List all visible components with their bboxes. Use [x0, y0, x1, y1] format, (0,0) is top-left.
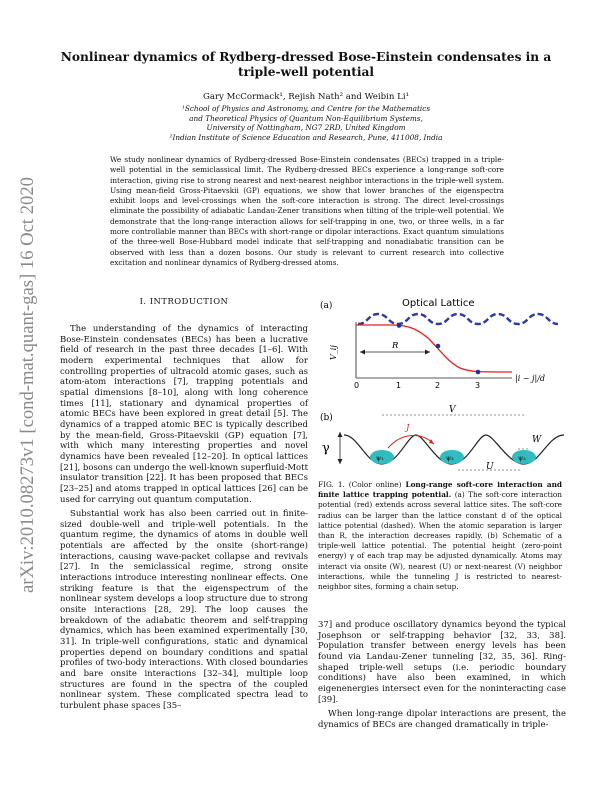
paragraph: The understanding of the dynamics of interacting Bose-Einstein condensates (BECs) has been a lucrative field of research in the past three decades [1–6]. With modern experimental techniques that allow for controlling properties of ultracold atomic gases, such as atom-atom interactions [7], trapping potentials and spatial dimensions [8–10], along with long coherence times [11], stationary and dynamical properties of atomic BECs have been explored in great detail [5]. The dynamics of a trapped atomic BEC is typically described by the mean-field, Gross-Pitaevskii (GP) equation [7], with which many interesting properties and novel dynamics have been revealed [12–20]. In optical lattices [21], bosons can undergo the well-known superfluid-Mott insulator transition [22]. It has been proposed that BECs [23–25] and atoms trapped in optical lattices [26] can be used for carrying out quantum computation. [60, 324, 308, 505]
x-tick-label: 2 [435, 381, 441, 390]
arxiv-id-text: arXiv:2010.08273v1 [cond-mat.quant-gas] 16 Oct 2020 [18, 179, 38, 593]
section-heading-introduction: I. INTRODUCTION [139, 296, 229, 306]
left-column-text [60, 324, 308, 712]
paragraph: 37] and produce oscillatory dynamics beyond the typical Josephson or self-trapping behavior [32, 33, 38]. Population transfer between energy levels has been found via Landau-Zener tunneling [32, 35, 36]. Ring-shaped triple-well setups (i.e. periodic boundary conditions) have also been examined, in which eigenenergies intersect even for the noninteracting case [39]. [318, 620, 566, 705]
optical-lattice-label: Optical Lattice [402, 298, 475, 309]
paper-title: Nonlinear dynamics of Rydberg-dressed Bose-Einstein condensates in a triple-well potential [60, 50, 552, 79]
well-label: ψ₁ [376, 454, 384, 462]
W-label: W [532, 435, 542, 445]
caption-title: Long-range soft-core interaction and finite lattice trapping potential. [318, 480, 562, 500]
arxiv-identifier-stamp[interactable] [6, 175, 46, 593]
panel-a-label: (a) [320, 301, 333, 311]
abstract: We study nonlinear dynamics of Rydberg-dressed Bose-Einstein condensates (BECs) trapped in a triple-well potential in the semiclassical limit. The Rydberg-dressed BECs experience a long-range soft-core interaction, giving rise to strong nearest and next-nearest neighbor interactions in the triple-well system. Using mean-field Gross-Pitaevskii (GP) equations, we show that lower branches of the eigenspectra exhibit loops and level-crossings when the soft-core interaction is strong. The direct level-crossings eliminate the possibility of adiabatic Landau-Zener transitions when tilting of the triple-well potential. We demonstrate that the long-range interaction allows for self-trapping in one, two, or three wells, in a far more controllable manner than BECs with short-range or dipolar interactions. Exact quantum simulations of the three-well Bose-Hubbard model indicate that self-trapping and nonadiabatic transition can be observed with less than a dozen bosons. Our study is relevant to current research into collective excitation and nonlinear dynamics of Rydberg-dressed atoms. [110, 155, 504, 267]
data-marker [476, 370, 481, 375]
affiliation-line: and Theoretical Physics of Quantum Non-Equilibrium Systems, [189, 113, 423, 123]
affiliation-line: University of Nottingham, NG7 2RD, United Kingdom [206, 123, 406, 133]
V-label: V [449, 405, 456, 415]
affiliation-line: ²Indian Institute of Science Education and Research, Pune, 411008, India [169, 132, 443, 142]
author-list: Gary McCormack¹, Rejish Nath² and Weibin Li¹ [202, 92, 410, 102]
J-label: J [406, 423, 410, 433]
figure-1 [318, 292, 568, 474]
affiliations [60, 104, 552, 142]
caption-label: FIG. 1. (Color online) [318, 480, 402, 489]
U-label: U [486, 462, 494, 472]
data-marker [436, 344, 441, 349]
x-tick-label: 1 [396, 381, 402, 390]
panel-b-label: (b) [320, 413, 333, 423]
paragraph: Substantial work has also been carried out in finite-sized double-well and triple-well potentials. In the quantum regime, the dynamics of atoms in double well potentials are affected by the onsite (short-range) interactions, causing wave-packet collapse and revivals [27]. In the semiclassical regime, strong onsite interactions introduce interesting nonlinear effects. One striking feature is that the eigenspectrum of the nonlinear system develops a loop structure due to strong onsite interactions [28, 29]. The loop causes the breakdown of the adiabatic theorem and self-trapping dynamics, which has been examined experimentally [30, 31]. In triple-well configurations, static and dynamical properties depend on boundary conditions and spatial profiles of two-body interactions. With closed boundaries and bare onsite interactions [32–34], multiple loop structures are found in the spectra of the coupled nonlinear system. These complicated spectra lead to turbulent phase spaces [35– [60, 509, 308, 711]
tunneling-arrow [388, 435, 434, 448]
data-marker [397, 323, 402, 328]
paragraph: When long-range dipolar interactions are present, the dynamics of BECs are changed dramatically in triple- [318, 709, 566, 730]
well-label: ψ₂ [446, 454, 454, 462]
well-label: ψ₃ [518, 454, 526, 462]
figure-1-caption [318, 480, 562, 592]
right-column-text [318, 620, 566, 731]
radius-label: R [392, 341, 399, 351]
optical-lattice-curve [358, 314, 558, 324]
x-tick-label: 3 [475, 381, 481, 390]
x-axis-label: |i − j|/d [515, 374, 546, 383]
x-tick-label: 0 [354, 381, 360, 390]
y-axis-label: V_ij [329, 345, 338, 360]
affiliation-line: ¹School of Physics and Astronomy, and Centre for the Mathematics [181, 104, 431, 113]
gamma-label: γ [322, 441, 330, 456]
caption-body: (a) The soft-core interaction potential (red) extends across several lattice sites. The soft-core radius can be larger than the lattice constant d of the optical lattice potential (dashed). When the atomic separation is larger than R, the interaction decreases rapidly. (b) Schematic of a triple-well lattice potential. The potential height (zero-point energy) γ of each trap may be adjusted dynamically. Atoms may interact via onsite (W), nearest (U) or next-nearest (V) neighbor interactions, while the tunneling J is restricted to nearest-neighbor sites, forming a chain setup. [318, 490, 562, 592]
soft-core-interaction-curve [356, 325, 512, 372]
